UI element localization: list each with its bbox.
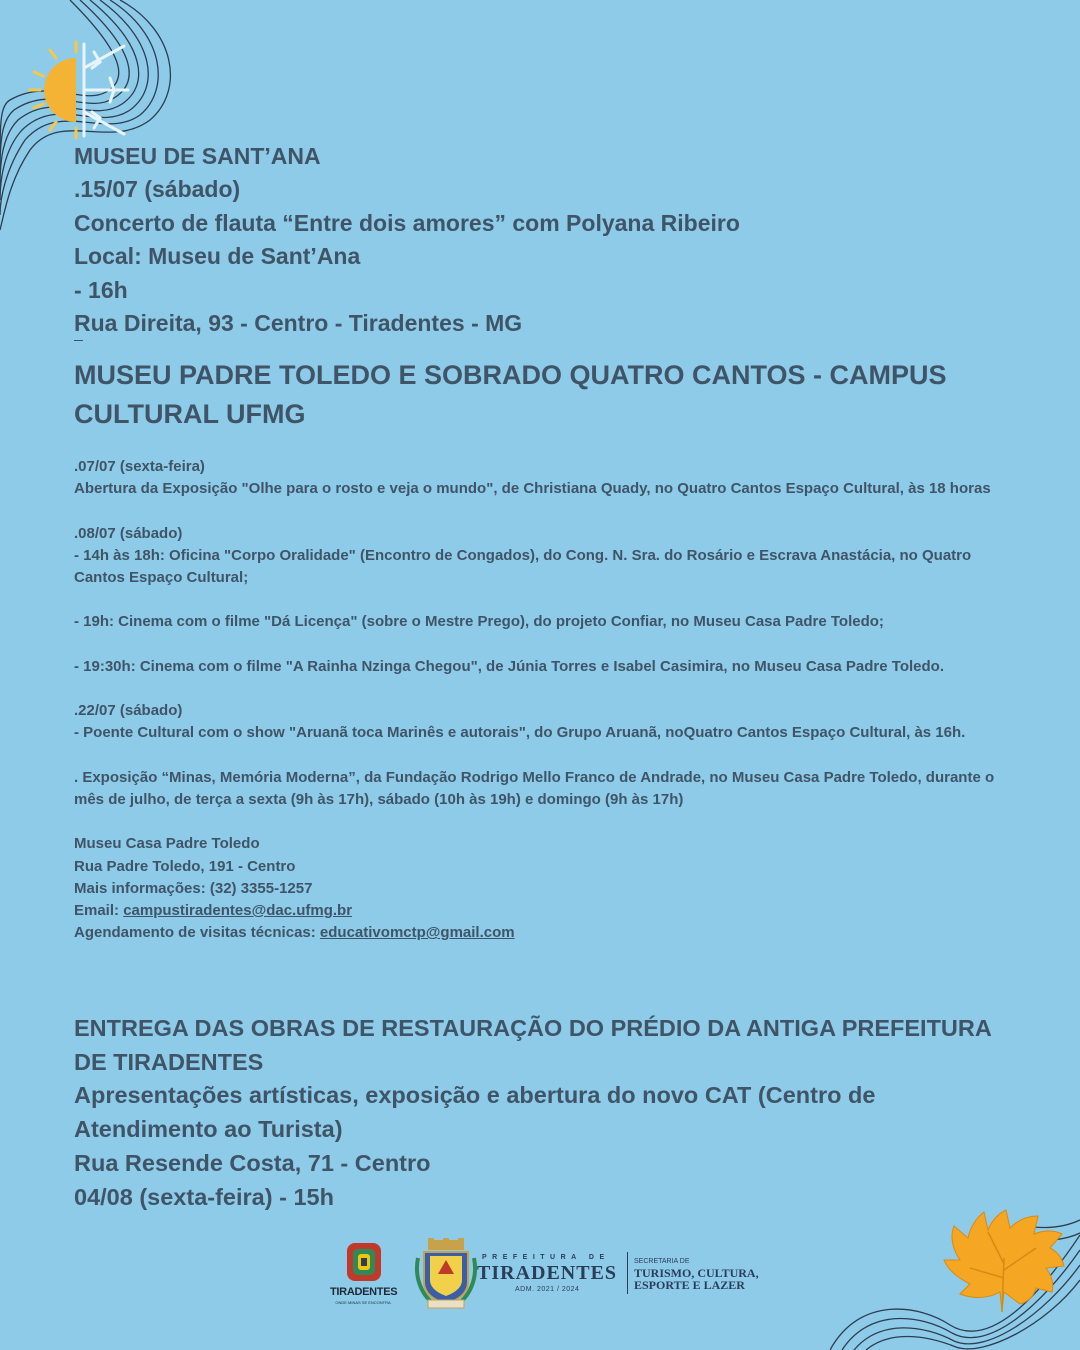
event-description: Concerto de flauta “Entre dois amores” com Polyana Ribeiro	[74, 210, 740, 236]
schedule-item: - 19h: Cinema com o filme "Dá Licença" (sobre o Mestre Prego), do projeto Confiar, no Museu Casa Padre Toledo;	[74, 613, 884, 631]
secretaria-line2: ESPORTE E LAZER	[634, 1278, 745, 1292]
museum-santana-title: MUSEU DE SANT’ANA	[74, 143, 321, 169]
secretaria-label: SECRETARIA DE	[634, 1258, 690, 1265]
event-address: Rua Direita, 93 - Centro - Tiradentes - MG	[74, 310, 523, 336]
logo-divider	[627, 1252, 628, 1294]
schedule-date: .08/07 (sábado)	[74, 524, 183, 542]
contact-address: Rua Padre Toledo, 191 - Centro	[74, 857, 296, 875]
schedule-item: - 19:30h: Cinema com o filme "A Rainha Nzinga Chegou", de Júnia Torres e Isabel Casimira, no Museu Casa Padre Toledo.	[74, 657, 944, 675]
schedule-item: - 14h às 18h: Oficina "Corpo Oralidade" (Encontro de Congados), do Cong. N. Sra. do Rosário e Escrava Anastácia, no Quatro Cantos Espaço Cultural;	[74, 546, 972, 586]
prefeitura-adm: ADM. 2021 / 2024	[515, 1286, 580, 1293]
footer-logos	[330, 1238, 790, 1318]
schedule-date: .22/07 (sábado)	[74, 702, 183, 720]
prefeitura-top: PREFEITURA DE	[482, 1254, 610, 1261]
schedule-item: . Exposição “Minas, Memória Moderna”, da Fundação Rodrigo Mello Franco de Andrade, no Museu Casa Padre Toledo, durante o mês de julho, de terça a sexta (9h às 17h), sábado (10h às 19h) e domingo (9h às 17h)	[74, 768, 995, 808]
sun-snowflake-icon	[28, 38, 138, 143]
contact-phone: Mais informações: (32) 3355-1257	[74, 879, 313, 897]
restoration-address: Rua Resende Costa, 71 - Centro	[74, 1149, 431, 1176]
event-time: - 16h	[74, 277, 128, 303]
schedule-item: Abertura da Exposição "Olhe para o rosto e veja o mundo", de Christiana Quady, no Quatro Cantos Espaço Cultural, às 18 horas	[74, 480, 991, 498]
schedule-date: .07/07 (sexta-feira)	[74, 458, 205, 475]
restoration-event	[74, 1012, 1014, 1214]
event-date: .15/07 (sábado)	[74, 176, 241, 202]
museum-padre-toledo-title: MUSEU PADRE TOLEDO E SOBRADO QUATRO CANTOS - CAMPUS CULTURAL UFMG	[74, 360, 947, 429]
visits-label: Agendamento de visitas técnicas:	[74, 924, 320, 942]
prefeitura-name: TIRADENTES	[477, 1262, 618, 1284]
visits-line	[74, 922, 1014, 944]
email-label: Email:	[74, 901, 124, 919]
contact-email-line	[74, 900, 1014, 922]
schedule-item: - Poente Cultural com o show "Aruanã toca Marinês e autorais", do Grupo Aruanã, noQuatro Cantos Espaço Cultural, às 16h.	[74, 724, 966, 742]
email-link[interactable]: campustiradentes@dac.ufmg.br	[123, 901, 353, 919]
restoration-datetime: 04/08 (sexta-feira) - 15h	[74, 1183, 334, 1210]
coat-of-arms-icon	[414, 1238, 478, 1312]
secretaria-line1: TURISMO, CULTURA,	[634, 1266, 759, 1280]
logo1-name: TIRADENTES	[330, 1286, 398, 1298]
tiradentes-logo-icon	[344, 1240, 384, 1286]
restoration-title: ENTREGA DAS OBRAS DE RESTAURAÇÃO DO PRÉDIO DA ANTIGA PREFEITURA DE TIRADENTES	[74, 1015, 991, 1075]
event-location: Local: Museu de Sant’Ana	[74, 243, 361, 269]
museum-padre-toledo-schedule	[74, 456, 1014, 944]
maple-leaf-icon	[940, 1208, 1065, 1318]
contact-name: Museu Casa Padre Toledo	[74, 835, 260, 853]
logo1-tagline: ONDE MINAS SE ENCONTRA	[335, 1300, 391, 1305]
divider	[74, 340, 83, 341]
restoration-description: Apresentações artísticas, exposição e abertura do novo CAT (Centro de Atendimento ao Turista)	[74, 1082, 876, 1143]
visits-email-link[interactable]: educativomctp@gmail.com	[319, 924, 515, 942]
